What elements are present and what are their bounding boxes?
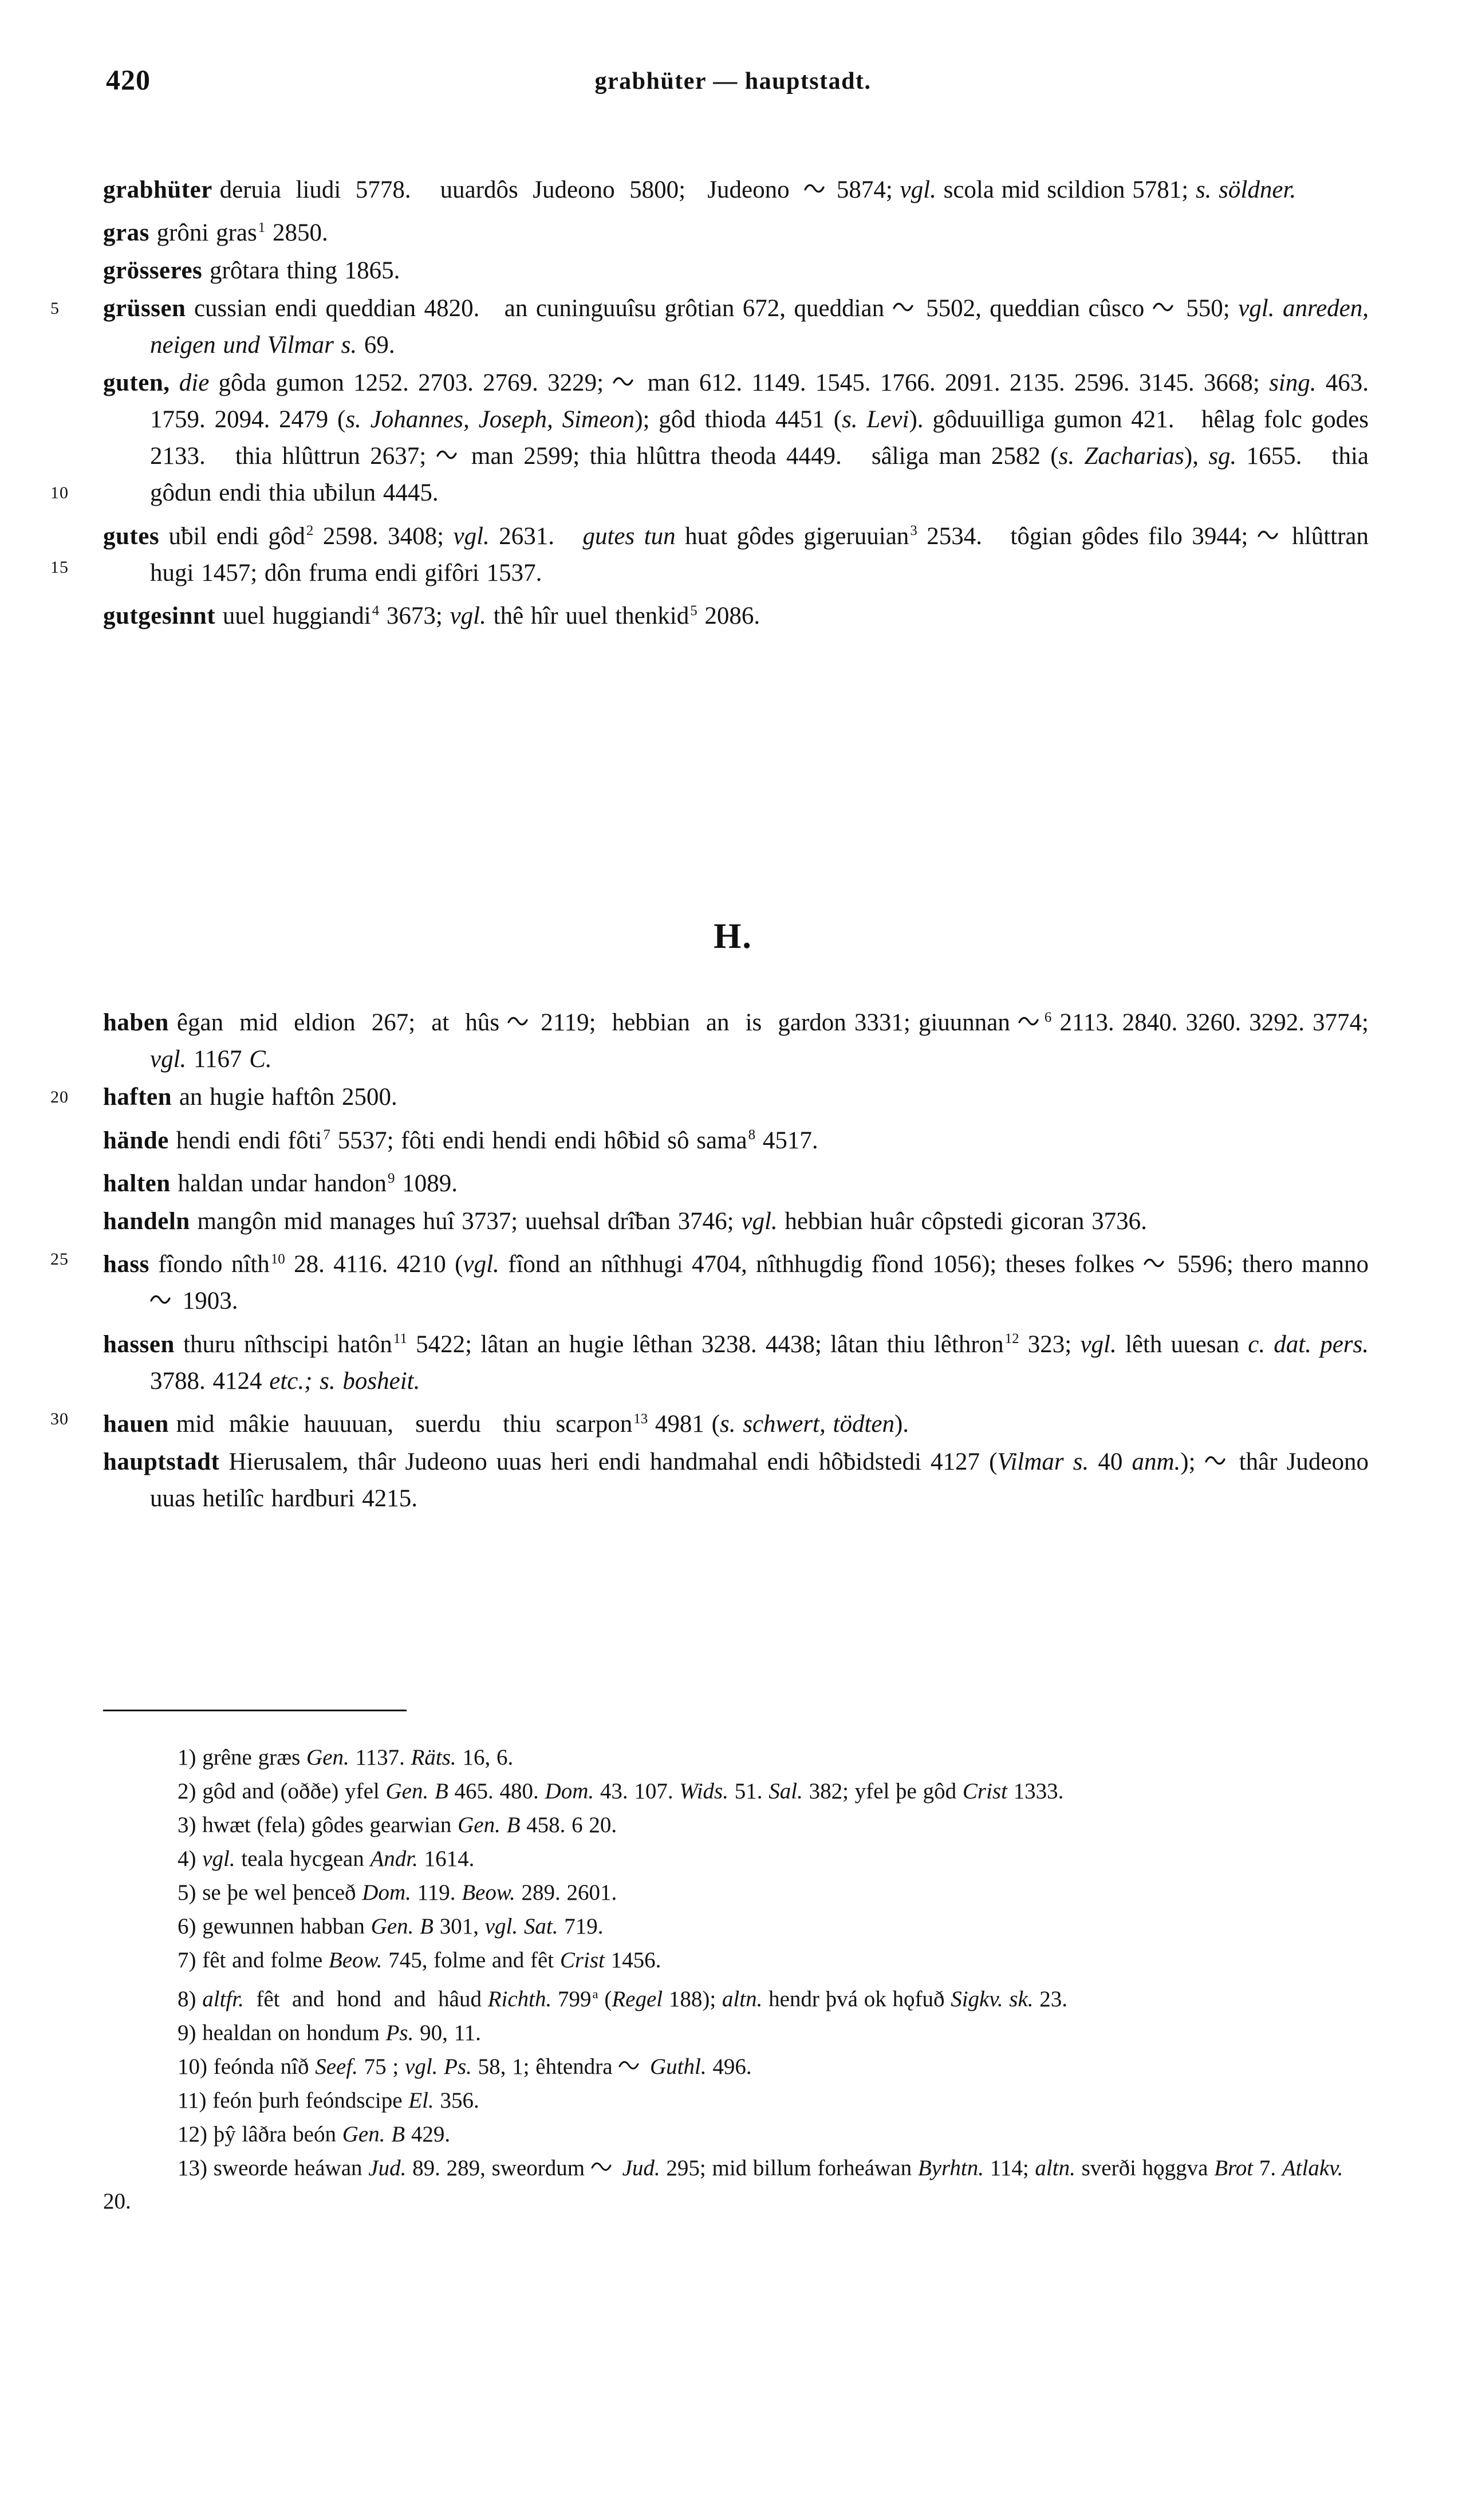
headword: grösseres	[103, 257, 203, 285]
footnote-number: 5)	[178, 1880, 196, 1905]
swung-dash-icon	[613, 366, 638, 391]
headword: halten	[103, 1170, 171, 1197]
entry-body: fîondo nîth$^{10}$ 28. 4116. 4210 (vgl. fîond an nîthhugi 4704, nîthhugdig fîond 1056); theses folkes 5596; thero manno 1903.	[149, 1251, 1369, 1314]
dictionary-entry-guten	[50, 365, 1369, 511]
entry-body: hendi endi fôti$^7$ 5537; fôti endi hendi endi hôƀid sô sama$^8$ 4517.	[168, 1127, 818, 1154]
entry-body: grôni gras$^1$ 2850.	[149, 219, 328, 247]
footnote-marker: 10	[270, 1251, 285, 1267]
footnote-superscript-a: a	[592, 1987, 598, 2001]
entry-body: Hierusalem, thâr Judeono uuas heri endi handmahal endi hôƀidstedi 4127 (Vilmar s. 40 anm.); thâr Judeono uuas hetilîc hardburi 4215.	[150, 1448, 1369, 1512]
headword: hass	[103, 1251, 149, 1278]
footnote-marker: 3	[910, 523, 917, 539]
footnote-1: 1) grêne græs Gen. 1137. Räts. 16, 6.	[178, 1745, 514, 1770]
dictionary-entry-haben	[103, 999, 1369, 1078]
swung-dash-icon	[1144, 1247, 1169, 1272]
dictionary-entry-grabhueter	[103, 172, 1369, 208]
entry-body: cussian endi queddian 4820. an cuninguuîsu grôtian 672, queddian 5502, queddian cûsco 550; vgl. anreden, neigen und Vilmar s. 69.	[150, 295, 1369, 359]
entry-body: uƀil endi gôd$^2$ 2598. 3408; vgl. 2631. gutes tun huat gôdes gigeruuian$^3$ 2534. tôgian gôdes filo 3944; hlûttran hugi 1457; dôn fruma endi gifôri 1537.	[150, 523, 1369, 586]
headword: grabhüter	[103, 176, 212, 203]
footnote-number: 8)	[178, 1987, 196, 2011]
footnote-marker: 7	[323, 1127, 330, 1143]
footnote-7: 7) fêt and folme Beow. 745, folme and fêt Crist 1456.	[178, 1948, 661, 1972]
entry-body: thuru nîthscipi hatôn$^{11}$ 5422; lâtan an hugie lêthan 3238. 4438; lâtan thiu lêthron$^{12}$ 323; vgl. lêth uuesan c. dat. pers. 3788. 4124 etc.; s. bosheit.	[150, 1330, 1369, 1395]
footnote-11: 11) feón þurh feóndscipe El. 356.	[178, 2088, 479, 2113]
footnote-8: 8) altfr. fêt and hond and hâud Richth. 799$^a$ (Regel 188); altn. hendr þvá ok hǫfuð Sigkv. sk. 23.	[178, 1987, 1068, 2011]
headword: hassen	[103, 1330, 175, 1358]
headword: gutes	[103, 522, 160, 550]
entry-body: an hugie haftôn 2500.	[172, 1084, 397, 1111]
footnote-number: 1)	[178, 1745, 196, 1770]
footnote-number: 13)	[178, 2156, 207, 2180]
swung-dash-icon	[804, 173, 829, 198]
entry-body: haldan undar handon$^9$ 1089.	[170, 1170, 458, 1197]
footnote-5: 5) se þe wel þenceð Dom. 119. Beow. 289. 2601.	[178, 1880, 617, 1905]
entry-column-h	[50, 999, 1369, 1518]
dictionary-entry-gutes	[50, 513, 1369, 591]
entry-column	[50, 172, 1369, 636]
swung-dash-icon	[1258, 519, 1283, 544]
entry-body: êgan mid eldion 267; at hûs 2119; hebbian an is gardon 3331; giuunnan $^6$ 2113. 2840. 3260. 3292. 3774; vgl. 1167 C.	[150, 1009, 1369, 1073]
swung-dash-icon	[1018, 1006, 1043, 1030]
footnote-13: 13) sweorde heáwan Jud. 89. 289, sweordum Jud. 295; mid billum forheáwan Byrhtn. 114; altn. sverði hǫggva Brot 7. Atlakv. 20.	[103, 2152, 1369, 2218]
line-number-30: 30	[50, 1409, 69, 1428]
dictionary-entry-hass	[50, 1241, 1369, 1320]
dictionary-entry-gras	[103, 210, 1369, 251]
footnote-separator	[103, 1710, 407, 1711]
headword: hände	[103, 1127, 169, 1154]
entry-body: mangôn mid manages huî 3737; uuehsal drîƀan 3746; vgl. hebbian huâr côpstedi gicoran 3736.	[190, 1207, 1147, 1235]
footnote-marker: 1	[258, 220, 266, 235]
line-number-10: 10	[50, 483, 69, 503]
swung-dash-icon	[893, 292, 918, 316]
dictionary-entry-groesseres	[103, 253, 1369, 289]
footnote-marker: 4	[372, 603, 380, 619]
dictionary-entry-gutgesinnt	[103, 593, 1369, 635]
footnote-number: 11)	[178, 2088, 207, 2113]
swung-dash-icon	[591, 2153, 616, 2175]
footnote-marker: 2	[306, 523, 314, 539]
footnote-number: 3)	[178, 1813, 196, 1837]
footnote-marker: 6	[1044, 1010, 1052, 1025]
dictionary-entry-halten	[103, 1160, 1369, 1202]
footnote-number: 12)	[178, 2122, 207, 2147]
footnote-4: 4) vgl. teala hycgean Andr. 1614.	[178, 1846, 475, 1871]
footnote-10: 10) feónda nîð Seef. 75 ; vgl. Ps. 58, 1; êhtendra Guthl. 496.	[103, 2050, 1369, 2084]
footnote-number: 9)	[178, 2021, 196, 2045]
footnote-number: 10)	[178, 2054, 207, 2079]
footnote-number: 7)	[178, 1948, 196, 1972]
footnote-9: 9) healdan on hondum Ps. 90, 11.	[178, 2021, 481, 2045]
footnote-number: 6)	[178, 1914, 196, 1939]
entry-body: uuel huggiandi$^4$ 3673; vgl. thê hîr uuel thenkid$^5$ 2086.	[215, 602, 760, 629]
page-number: 420	[106, 64, 151, 96]
swung-dash-icon	[618, 2052, 644, 2074]
swung-dash-icon	[1205, 1445, 1230, 1470]
footnote-2: 2) gôd and (oððe) yfel Gen. B 465. 480. Dom. 43. 107. Wids. 51. Sal. 382; yfel þe gôd Crist 1333.	[178, 1779, 1064, 1804]
line-number-15: 15	[50, 558, 69, 577]
footnote-list	[103, 1741, 1369, 2219]
headword: hauen	[103, 1410, 169, 1438]
footnote-number: 4)	[178, 1846, 196, 1871]
dictionary-entry-handeln	[103, 1203, 1369, 1240]
swung-dash-icon	[150, 1284, 175, 1309]
headword: gras	[103, 219, 149, 247]
running-title: grabhüter — hauptstadt.	[594, 68, 872, 94]
footnote-marker: 11	[393, 1331, 407, 1347]
footnote-3: 3) hwæt (fela) gôdes gearwian Gen. B 458. 6 20.	[178, 1813, 617, 1837]
headword: hauptstadt	[103, 1448, 220, 1475]
line-number-20: 20	[50, 1088, 69, 1107]
entry-body: deruia liudi 5778. uuardôs Judeono 5800; Judeono 5874; vgl. scola mid scildion 5781; s. söldner.	[212, 176, 1296, 203]
section-letter-h: H.	[714, 917, 752, 956]
footnote-marker: 5	[690, 603, 697, 619]
dictionary-entry-haften	[50, 1079, 1369, 1116]
footnote-6: 6) gewunnen habban Gen. B 301, vgl. Sat. 719.	[178, 1914, 604, 1939]
footnote-marker: 13	[633, 1411, 648, 1427]
dictionary-entry-gruessen	[50, 290, 1369, 364]
headword: grüssen	[103, 295, 186, 322]
headword: guten,	[103, 369, 170, 397]
line-number-5: 5	[50, 299, 60, 318]
headword: gutgesinnt	[103, 602, 216, 629]
headword: haften	[103, 1084, 172, 1111]
footnote-marker: 12	[1004, 1331, 1019, 1347]
line-number-25: 25	[50, 1249, 69, 1269]
entry-body: die gôda gumon 1252. 2703. 2769. 3229; man 612. 1149. 1545. 1766. 2091. 2135. 2596. 3145. 3668; sing. 463. 1759. 2094. 2479 (s. Johannes, Joseph, Simeon); gôd thioda 4451 (s. Levi). gôduuilliga gumon 421. hêlag folc godes 2133. thia hlûttrun 2637; man 2599; thia hlûttra theoda 4449. sâliga man 2582 (s. Zacharias), sg. 1655. thia gôdun endi thia uƀilun 4445.	[150, 369, 1369, 506]
footnote-number: 2)	[178, 1779, 196, 1804]
entry-body: grôtara thing 1865.	[202, 257, 400, 285]
footnote-12: 12) þŷ lâðra beón Gen. B 429.	[178, 2122, 451, 2147]
dictionary-entry-hauen	[50, 1401, 1369, 1443]
running-head	[0, 63, 1466, 103]
dictionary-entry-haende	[103, 1117, 1369, 1159]
dictionary-entry-hassen	[103, 1321, 1369, 1399]
headword: haben	[103, 1009, 169, 1037]
footnote-marker: 9	[388, 1170, 395, 1186]
swung-dash-icon	[507, 1006, 533, 1030]
entry-body: mid mâkie hauuuan, suerdu thiu scarpon$^{13}$ 4981 (s. schwert, tödten).	[168, 1410, 909, 1438]
dictionary-entry-hauptstadt	[103, 1444, 1369, 1517]
swung-dash-icon	[1153, 292, 1178, 316]
headword: handeln	[103, 1207, 190, 1235]
footnote-marker: 8	[748, 1127, 756, 1143]
swung-dash-icon	[436, 439, 462, 464]
